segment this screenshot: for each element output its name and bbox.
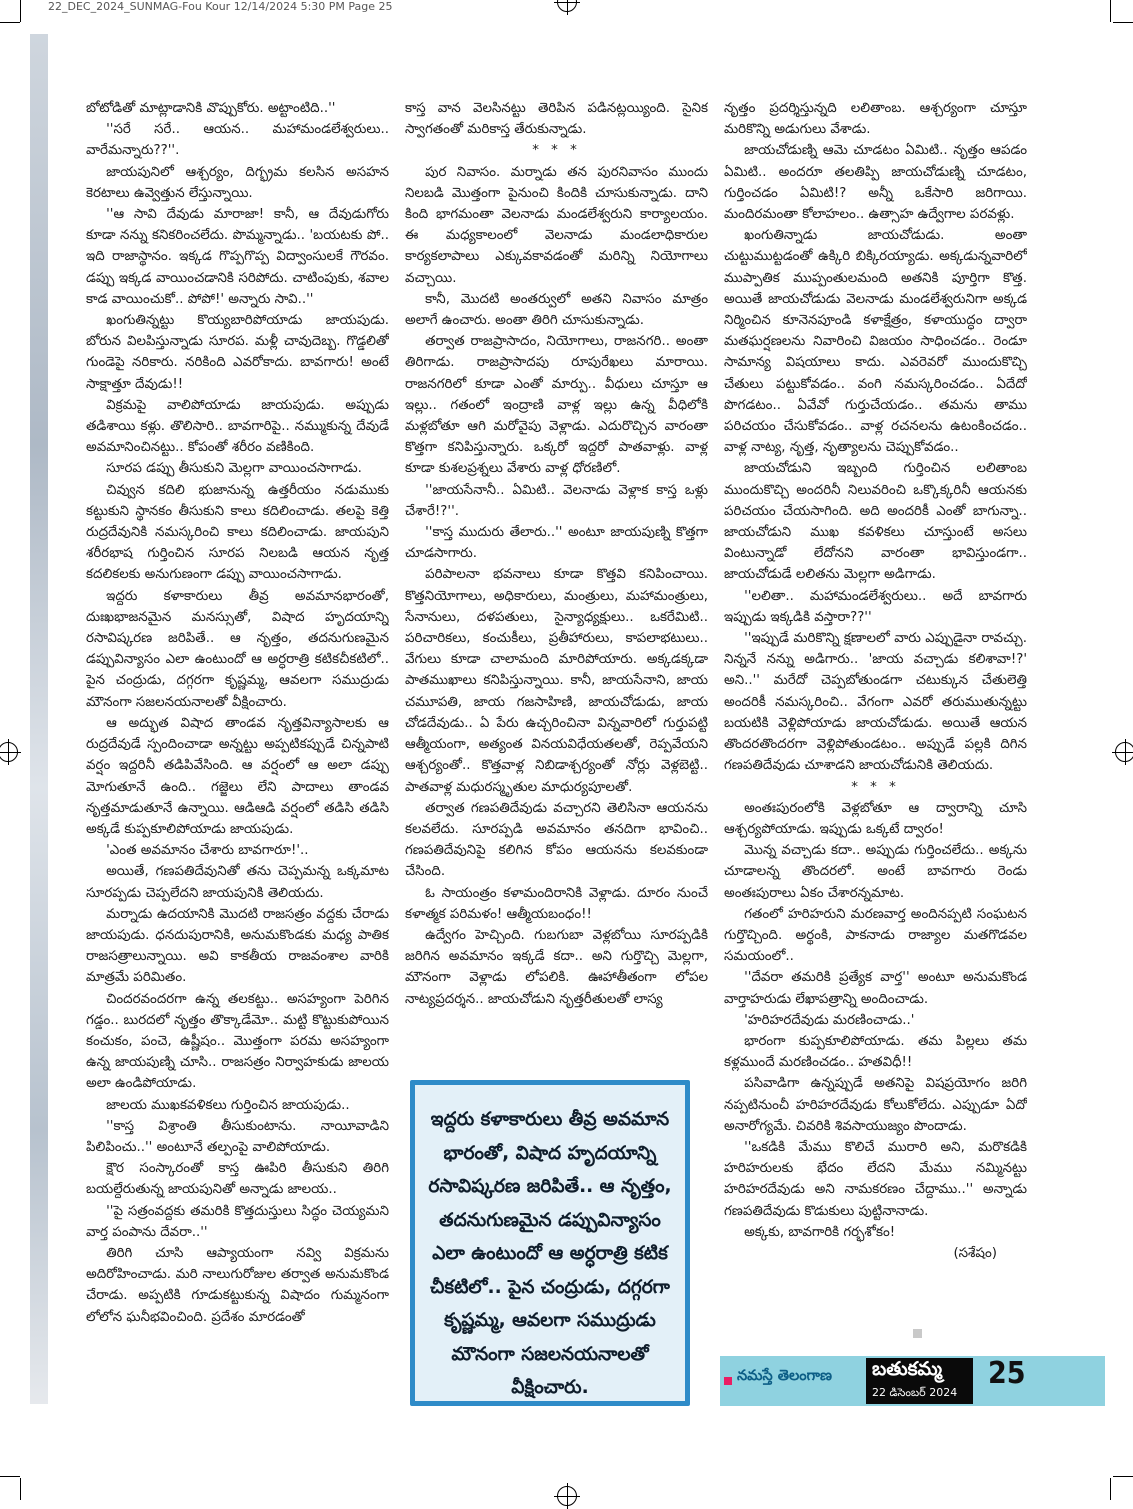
paragraph: ఖంగుతిన్నాడు జాయచోడుడు. అంతా చుట్టుముట్టడంతో ఉక్కిరి బిక్కిరయ్యాడు. అక్కడున్నవారిలో ముప్పాతిక ముప్పంతులమంది అతనికి పూర్తిగా కొత్త. అయితే జాయచోడుడు వెలనాడు మండలేశ్వరునిగా అక్కడ నిర్మించిన కూనెనపూండి కళాక్షేత్రం, కళాయుద్ధం ద్వారా మతఘర్షణలను నివారించి విజయం సాధించడం.. రెండూ సామాన్య విషయాలు కాదు. ఎవరెవరో ముందుకొచ్చి చేతులు పట్టుకోవడం.. వంగి నమస్కరించడం.. ఏదేదో పొగడటం.. ఏవేవో గుర్తుచేయడం.. తమను తాము పరిచయం చేసుకోవడం.. వాళ్ల రచనలను ఉటంకించడం.. వాళ్ల నాట్య, నృత్త, నృత్యాలను చెప్పుకోవడం.. <box>724 228 1027 456</box>
paragraph: చిందరవందరగా ఉన్న తలకట్టు.. అసహ్యంగా పెరిగిన గడ్డం.. బురదలో నృత్తం తొక్కాడేమో.. మట్టి కొట్టుకుపోయిన కంచుకం, పంచె, ఉష్ణీషం.. మొత్తంగా పరమ అసహ్యంగా ఉన్న జాయపుణ్ని చూసి.. రాజసత్రం నిర్వాహకుడు జాలయ అలా ఉండిపోయాడు. <box>86 991 389 1092</box>
newspaper-name: నమస్తే తెలంగాణ <box>737 1368 832 1384</box>
issue-date: 22 డిసెంబర్ 2024 <box>872 1386 958 1399</box>
paragraph: 'హరిహరదేవుడు మరణించాడు..' <box>744 1012 915 1028</box>
paragraph: పరిపాలనా భవనాలు కూడా కొత్తవి కనిపించాయి. కొత్తనియోగాలు, అధికారులు, మంత్రులు, మహామంత్రులు, సేనానులు, దళపతులు, సైన్యాధ్యక్షులు.. ఒకరేమిటి.. పరిచారికలు, కంచుకీలు, ప్రతీహారులు, కాపలాభటులు.. వేగులు కూడా చాలామంది మారిపోయారు. అక్కడక్కడా పాతముఖాలు కనిపిస్తున్నాయి. కానీ, జాయసేనాని, జాయ చమూపతి, జాయ గజసాహిణి, జాయచోడుడు, జాయ చోడదేవుడు.. ఏ పేరు ఉచ్చరించినా విన్నవారిలో గుర్తుపట్టి ఆత్మీయంగా, అత్యంత వినయవిధేయతలతో, రెప్పవేయని ఆశ్చర్యంతో.. కొత్తవాళ్ల నిబిడాశ్చర్యంతో నోర్లు వెళ్లబెట్టి.. పాతవాళ్ల మధురస్మృతుల మాధుర్యపూలతో. <box>405 567 708 795</box>
paragraph: పసివాడిగా ఉన్నప్పుడే అతనిపై విషప్రయోగం జరిగి నప్పటినుంచీ హరిహరదేవుడు కోలుకోలేదు. ఎప్పుడూ ఏదో అనారోగ్యమే. చివరికి శివసాయుజ్యం పొందాడు. <box>724 1076 1027 1134</box>
crop-mark <box>1113 22 1133 23</box>
paragraph: కాస్త వాన వెలసినట్టు తెరిపిన పడినట్లయ్యింది. సైనిక స్వాగతంతో మరికాస్త తేరుకున్నాడు. <box>405 101 708 138</box>
paragraph: ''లలితా.. మహామండలేశ్వరులు.. అదే బావగారు ఇప్పుడు ఇక్కడికి వస్తారా??'' <box>724 588 1027 625</box>
paragraph: ఖంగుతిన్నట్టు కొయ్యబారిపోయాడు జాయపుడు. బోరున విలపిస్తున్నాడు సూరప. మళ్లీ చావుదెబ్బ. గొడ్డలితో గుండెపై నరికారు. నరికింది ఎవరోకాదు. బావగారు! అంటే సాక్షాత్తూ దేవుడు!! <box>86 313 389 392</box>
paragraph: ఉద్వేగం హెచ్చింది. గుబగుబా వెళ్లబోయి సూరప్పడికి జరిగిన అవమానం ఇక్కడే కదా.. అని గుర్తొచ్చి మెల్లగా, మౌనంగా వెళ్లాడు లోపలికి. ఊహాతీతంగా లోపల నాట్యప్రదర్శన.. జాయచోడుని నృత్తరీతులతో లాస్య <box>405 927 708 1007</box>
paragraph: జాయపునిలో ఆశ్చర్యం, దిగ్భ్రమ కలసిన అసహన కెరటాలు ఉవ్వెత్తున లేస్తున్నాయి. <box>86 164 389 201</box>
paragraph: ''ఇప్పుడే మరికొన్ని క్షణాలలో వారు ఎప్పుడైనా రావచ్చు. నిన్ననే నన్ను అడిగారు.. 'జాయ వచ్చాడు కలిశావా!?' అని..'' మరేదో చెప్పబోతుండగా చటుక్కున చేతులెత్తి అందరికీ నమస్కరించి.. వేగంగా ఎవరో తరుముతున్నట్టు బయటికి వెళ్లిపోయాడు జాయచోడుడు. అయితే ఆయన తొందరతొందరగా వెళ్లిపోతుండటం.. అప్పుడే పల్లకి దిగిన గణపతిదేవుడు చూశాడని జాయచోడునికి తెలియదు. <box>724 631 1027 774</box>
paragraph: విక్రమపై వాలిపోయాడు జాయపుడు. అప్పుడు తడిశాయి కళ్లు. తొలిసారి.. బావగారిపై.. నమ్ముకున్న దేవుడే అవమానించినట్టు.. కోపంతో శరీరం వణికింది. <box>86 397 389 456</box>
magazine-name: బతుకమ్మ <box>872 1358 943 1380</box>
crop-mark <box>0 22 20 23</box>
crop-mark <box>20 1478 21 1500</box>
registration-mark-icon <box>1115 742 1133 762</box>
paragraph: పుర నివాసం. మర్నాడు తన పురనివాసం ముందు నిలబడి మొత్తంగా పైనుంచి కిందికి చూసుకున్నాడు. దాని కింది భాగమంతా వెలనాడు మండలేశ్వరుని కార్యాలయం. ఈ మధ్యకాలంలో వెలనాడు మండలాధికారుల కార్యకలాపాలు ఎక్కువకావడంతో మరిన్ని నియోగాలు వచ్చాయి. <box>405 164 708 286</box>
article-column-2 <box>405 98 708 1078</box>
photo-edge-strip <box>30 34 48 1404</box>
crop-mark <box>1110 0 1111 22</box>
paragraph: కానీ, మొదటి అంతర్వులో అతని నివాసం మాత్రం అలాగే ఉంచారు. అంతా తిరిగి చూసుకున్నాడు. <box>405 291 708 329</box>
pull-quote-text: ఇద్దరు కళాకారులు తీవ్ర అవమాన భారంతో, విషాద హృదయాన్ని రసావిష్కరణ జరిపితే.. ఆ నృత్తం, తదనుగుణమైన డప్పువిన్యాసం ఎలా ఉంటుందో ఆ అర్ధరాత్రి కటిక చీకటిలో.. పైన చంద్రుడు, దగ్గరగా కృష్ణమ్మ, ఆవలగా సముద్రుడు మౌనంగా సజలనయనాలతో వీక్షించారు. <box>428 1109 672 1398</box>
paragraph: (సశేషం) <box>953 1245 997 1261</box>
paragraph: అయితే, గణపతిదేవునితో తను చెప్పమన్న ఒక్కమాట సూరప్పడు చెప్పలేదని జాయపునికి తెలియదు. <box>86 864 389 901</box>
paragraph: ''దేవరా తమరికి ప్రత్యేక వార్త'' అంటూ అనుమకొండ వార్తాహరుడు లేఖాపత్రాన్ని అందించాడు. <box>724 970 1027 1007</box>
registration-mark-icon <box>0 742 18 762</box>
crop-mark <box>0 1476 20 1477</box>
paragraph: ఇద్దరు కళాకారులు తీవ్ర అవమానభారంతో, దుఃఖభాజనమైన మనస్సుతో, విషాద హృదయాన్ని రసావిష్కరణ జరిపితే.. ఆ నృత్తం, తదనుగుణమైన డప్పువిన్యాసం ఎలా ఉంటుందో ఆ అర్ధరాత్రి కటికచీకటిలో.. పైన చంద్రుడు, దగ్గరగా కృష్ణమ్మ, ఆవలగా సముద్రుడు మౌనంగా సజలనయనాలతో వీక్షించారు. <box>86 588 389 710</box>
paragraph: 'ఎంత అవమానం చేశారు బావగారూ!'.. <box>106 843 309 859</box>
crop-mark <box>20 0 21 22</box>
paragraph: చివ్వున కదిలి భుజానున్న ఉత్తరీయం నడుముకు కట్టుకుని స్థానకం తీసుకుని కాలు కదిలించాడు. తలపై కెత్తి రుద్రదేవునికి నమస్కరించి కాలు కదిలించాడు. జాయపుని శరీరభాష గుర్తించిన సూరప నిలబడి ఆయన నృత్త కదలికలకు అనుగుణంగా డప్పు వాయించసాగాడు. <box>86 482 389 583</box>
paragraph: * * * <box>532 143 581 159</box>
paragraph: జాయచోడుని ఇబ్బంది గుర్తించిన లలితాంబ ముందుకొచ్చి అందరినీ నిలువరించి ఒక్కొక్కరినీ ఆయనకు పరిచయం చేయసాగింది. అది అందరికీ ఎంతో బాగున్నా.. జాయచోడుని ముఖ కవళికలు చూస్తుంటే అసలు వింటున్నాడో లేదోనని వారంతా భావిస్తుండగా.. జాయచోడుడే లలితను మెల్లగా అడిగాడు. <box>724 461 1027 583</box>
paragraph: మర్నాడు ఉదయానికి మొదటి రాజసత్రం వద్దకు చేరాడు జాయపుడు. ధనదుపురానికి, అనుమకొండకు మధ్య పాతిక రాజసత్రాలున్నాయి. అవి కాకతీయ రాజవంశాల వారికి మాత్రమే పరిమితం. <box>86 906 389 986</box>
paragraph: నృత్తం ప్రదర్శిస్తున్నది లలితాంబ. ఆశ్చర్యంగా చూస్తూ మరికొన్ని అడుగులు వేశాడు. <box>724 101 1027 138</box>
paragraph: * * * <box>851 779 900 795</box>
paragraph: జాయచోడుణ్ని ఆమె చూడటం ఏమిటి.. నృత్తం ఆపడం ఏమిటి.. అందరూ తలతిప్పి జాయచోడుణ్ని చూడటం, గుర్తించడం ఏమిటి!? అన్నీ ఒకేసారి జరిగాయి. మందిరమంతా కోలాహలం.. ఉత్సాహ ఉద్వేగాల పరవళ్లు. <box>724 143 1027 223</box>
end-square-icon <box>913 1329 922 1338</box>
paragraph: తిరిగి చూసి ఆప్యాయంగా నవ్వి విక్రమను అదిరోహించాడు. మరి నాలుగురోజుల తర్వాత అనుమకొండ చేరాడు. అప్పటికి గూడుకట్టుకున్న విషాదం గుమ్మనంగా లోలోన ఘనీభవించింది. ప్రదేశం మారడంతో <box>86 1245 389 1325</box>
paragraph: మొన్న వచ్చాడు కదా.. అప్పుడు గుర్తించలేదు.. అక్కను చూడాలన్న తొందరలో. అంటే బావగారు రెండు అంతఃపురాలు ఏకం చేశారన్నమాట. <box>724 843 1027 901</box>
bullet-square-icon <box>724 1377 732 1385</box>
paragraph: అంతఃపురంలోకి వెళ్లబోతూ ఆ ద్వారాన్ని చూసి ఆశ్చర్యపోయాడు. ఇప్పుడు ఒక్కటే ద్వారం! <box>724 800 1027 837</box>
article-column-1 <box>86 98 389 1418</box>
paragraph: ''కాస్త ముదురు తేలారు..'' అంటూ జాయపుణ్ని కొత్తగా చూడసాగారు. <box>405 525 708 562</box>
paragraph: ''సరే సరే.. ఆయన.. మహామండలేశ్వరులు.. వారేమన్నారు??''. <box>86 122 389 159</box>
paragraph: ''ఒకడికి మేము కొలిచే మురారి అని, మరొకడికి హరిహరులకు భేదం లేదని మేము నమ్మినట్టు హరిహరదేవుడు అని నామకరణం చేద్దాము..'' అన్నాడు గణపతిదేవుడు కొడుకులు పుట్టినానాడు. <box>724 1139 1027 1219</box>
paragraph: ఓ సాయంత్రం కళామందిరానికి వెళ్లాడు. దూరం నుంచే కళాత్మక పరిమళం! ఆత్మీయబంధం!! <box>405 885 708 922</box>
pull-quote <box>410 1080 690 1406</box>
paragraph: సూరప డప్పు తీసుకుని మెల్లగా వాయించసాగాడు. <box>106 461 362 477</box>
paragraph: ''జాయసేనానీ.. ఏమిటి.. వెలనాడు వెళ్లాక కాస్త ఒళ్లు చేశారే!?''. <box>405 482 708 519</box>
paragraph: జాలయ ముఖకవళికలు గుర్తించిన జాయపుడు.. <box>106 1097 350 1113</box>
print-slug: 22_DEC_2024_SUNMAG-Fou Kour 12/14/2024 5:30 PM Page 25 <box>48 0 393 13</box>
paragraph: క్షౌర సంస్కారంతో కాస్త ఊపిరి తీసుకుని తిరిగి బయల్దేరుతున్న జాయపునితో అన్నాడు జాలయ.. <box>86 1161 389 1198</box>
paragraph: భారంగా కుప్పకూలిపోయాడు. తమ పిల్లలు తమ కళ్లముందే మరణించడం.. హతవిధీ!! <box>724 1033 1027 1071</box>
paragraph: తర్వాత గణపతిదేవుడు వచ్చారని తెలిసినా ఆయనను కలవలేదు. సూరప్పడి అవమానం తనదిగా భావించి.. గణపతిదేవునిపై కలిగిన కోపం ఆయనను కలవకుండా చేసింది. <box>405 800 708 880</box>
paragraph: తర్వాత రాజప్రాసాదం, నియోగాలు, రాజనగరి.. అంతా తిరిగాడు. రాజప్రాసాదపు రూపురేఖలు మారాయి. రాజనగరిలో కూడా ఎంతో మార్పు.. వీధులు చూస్తూ ఆ ఇల్లు.. గతంలో ఇంద్రాణి వాళ్ల ఇల్లు ఉన్న వీధిలోకి మళ్లబోతూ ఆగి మరోవైపు వెళ్లాడు. ఎదురొచ్చిన వారంతా కొత్తగా కనిపిస్తున్నారు. ఒక్కరో ఇద్దరో పాతవాళ్లు. వాళ్ల కూడా కుశలప్రశ్నలు వేశారు వాళ్ల ధోరణిలో. <box>405 334 708 477</box>
paragraph: ''ఆ సావి దేవుడు మారాజా! కానీ, ఆ దేవుడుగోరు కూడా నన్ను కనికరించలేదు. పొమ్మన్నాడు.. 'బయటకు పో.. ఇది రాజాస్థానం. ఇక్కడ గొప్పగొప్ప విద్వాంసులకే గౌరవం. డప్పు ఇక్కడ వాయించడానికి సరిపోదు. చాటింపుకు, శవాల కాడ వాయించుకో.. పోపో!' అన్నారు సావి..'' <box>86 207 389 307</box>
crop-mark <box>1110 1478 1111 1500</box>
paragraph: అక్కకు, బావగారికి గర్భశోకం! <box>744 1224 896 1240</box>
paragraph: ''కాస్త విశ్రాంతి తీసుకుంటాను. నాయీవాడిని పిలిపించు..'' అంటూనే తల్పంపై వాలిపోయాడు. <box>86 1118 389 1155</box>
paragraph: బోటోడితో మాట్లాడానికి వొప్పుకోరు. అట్టాంటిది..'' <box>86 101 336 116</box>
crop-mark <box>1113 1476 1133 1477</box>
paragraph: గతంలో హరిహరుని మరణవార్త అందినప్పటి సంఘటన గుర్తొచ్చింది. అర్థంకి, పాకనాడు రాజ్యాల మతగొడవల సమయంలో.. <box>724 906 1027 965</box>
registration-mark-icon <box>557 1486 577 1506</box>
article-column-3 <box>724 98 1027 1348</box>
paragraph: ''పై సత్రంవద్దకు తమరికి కొత్తదుస్తులు సిద్ధం చెయ్యమని వార్త పంపాను దేవరా..'' <box>86 1203 389 1240</box>
page-number: 25 <box>988 1356 1026 1391</box>
paragraph: ఆ అద్భుత విషాద తాండవ నృత్తవిన్యాసాలకు ఆ రుద్రదేవుడే స్పందించాడా అన్నట్టు అప్పటికప్పుడే చిన్నపాటి వర్షం ఇద్దరినీ తడిపివేసింది. ఆ వర్షంలో ఆ అలా డప్పు మోగుతూనే ఉంది.. గజ్జెలు లేని పాదాలు తాండవ నృత్తమాడుతూనే ఉన్నాయి. ఆడిఆడి వర్షంలో తడిసి తడిసి అక్కడే కుప్పకూలిపోయాడు జాయపుడు. <box>86 715 389 837</box>
